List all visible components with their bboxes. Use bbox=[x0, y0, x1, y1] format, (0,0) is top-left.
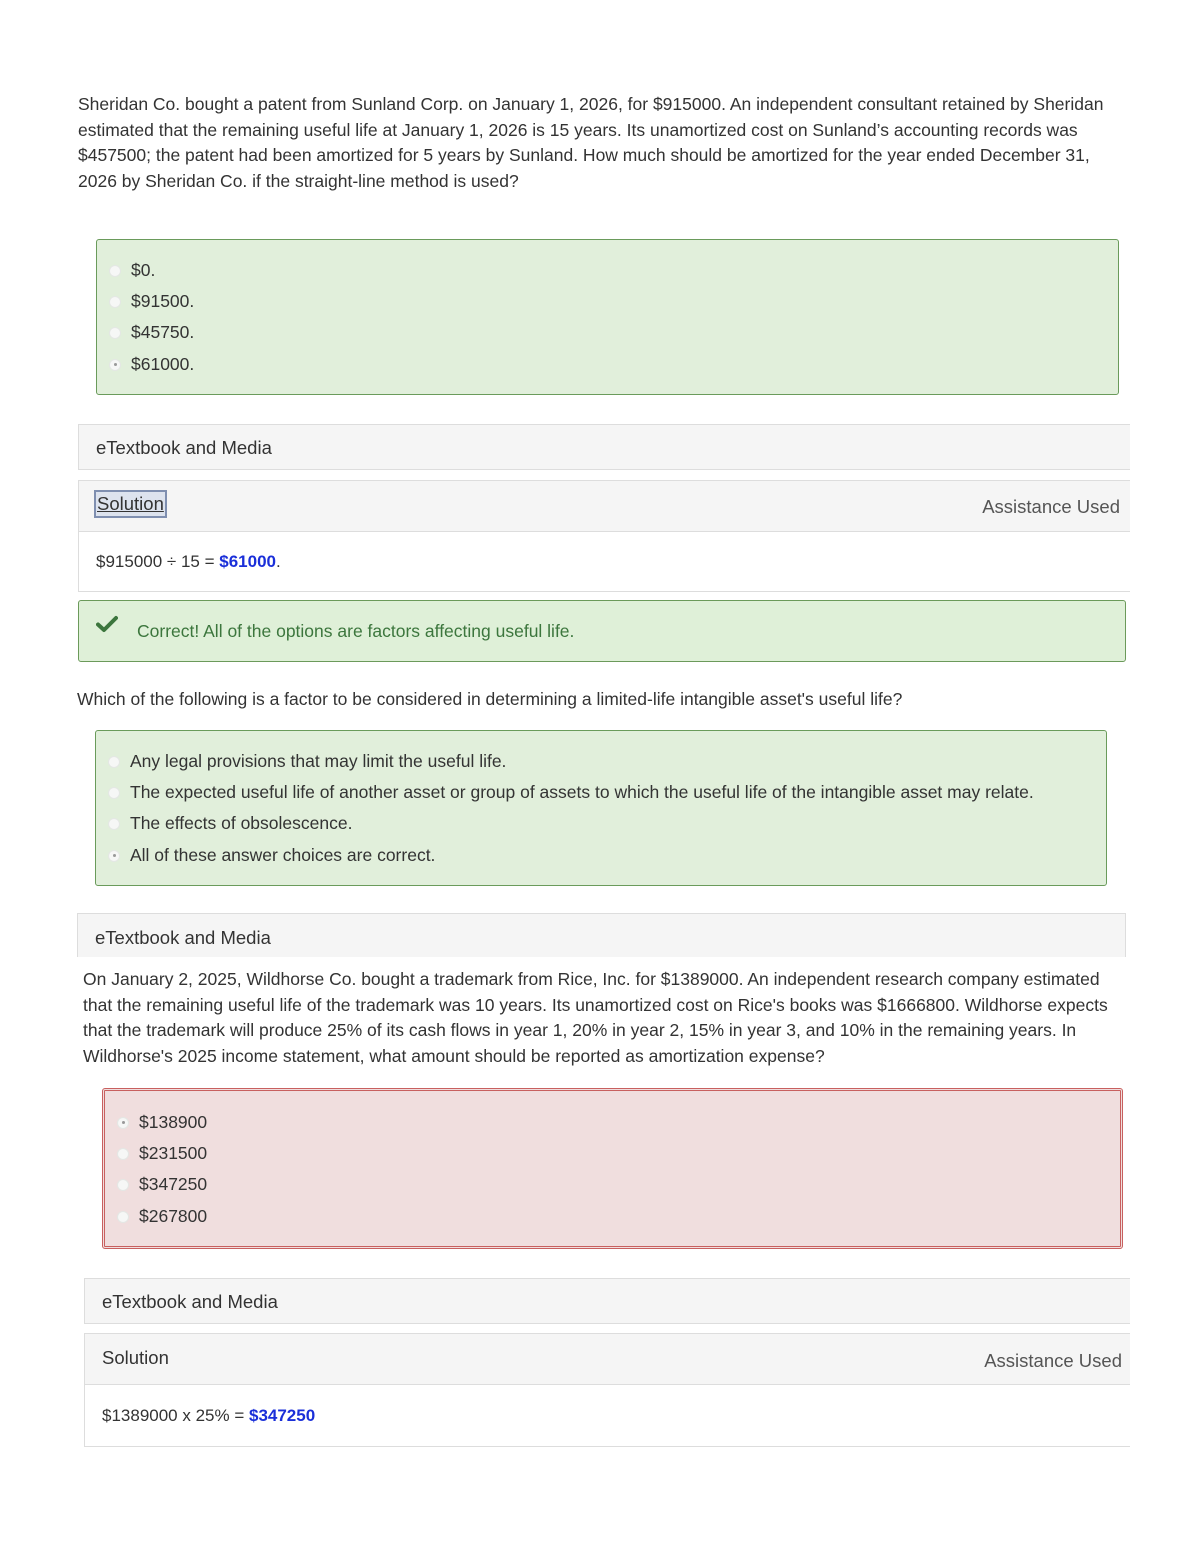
radio-button-icon[interactable] bbox=[109, 327, 121, 339]
option-label: $91500. bbox=[131, 291, 195, 311]
option-label: $61000. bbox=[131, 354, 195, 374]
etextbook-label[interactable]: eTextbook and Media bbox=[96, 437, 272, 458]
assistance-used-label: Assistance Used bbox=[984, 1350, 1122, 1371]
etextbook-panel[interactable] bbox=[78, 424, 1130, 470]
option-label: $45750. bbox=[131, 322, 195, 342]
etextbook-label[interactable]: eTextbook and Media bbox=[95, 927, 271, 948]
option-label: All of these answer choices are correct. bbox=[130, 845, 436, 865]
option-radio-selected[interactable] bbox=[117, 1112, 207, 1133]
radio-button-icon[interactable] bbox=[108, 756, 120, 768]
solution-panel-header bbox=[78, 480, 1130, 532]
solution-calculation bbox=[96, 552, 281, 572]
option-radio[interactable] bbox=[109, 322, 194, 343]
option-radio[interactable] bbox=[117, 1206, 207, 1227]
solution-panel-body bbox=[84, 1385, 1130, 1447]
radio-button-selected-icon[interactable] bbox=[108, 850, 120, 862]
calculation-text: $1389000 x 25% = bbox=[102, 1406, 249, 1425]
option-radio[interactable] bbox=[117, 1143, 207, 1164]
radio-button-icon[interactable] bbox=[109, 265, 121, 277]
solution-panel-body bbox=[78, 532, 1130, 592]
etextbook-panel[interactable] bbox=[77, 913, 1126, 957]
etextbook-panel[interactable] bbox=[84, 1278, 1130, 1324]
radio-button-icon[interactable] bbox=[117, 1179, 129, 1191]
correct-feedback-alert bbox=[78, 600, 1126, 662]
question-3-text: On January 2, 2025, Wildhorse Co. bought a trademark from Rice, Inc. for $1389000. An independent research company estimated that the remaining useful life of the trademark was 10 years. Its unamortized cost on Rice's books was $1666800. Wildhorse expects that the trademark will produce 25% of its cash flows in year 1, 20% in year 2, 15% in year 3, and 10% in the remaining years. In Wildhorse's 2025 income statement, what amount should be reported as amortization expense? bbox=[83, 969, 1108, 1066]
option-label: Any legal provisions that may limit the useful life. bbox=[130, 751, 507, 771]
calculation-suffix: . bbox=[275, 552, 281, 571]
radio-button-icon[interactable] bbox=[117, 1148, 129, 1160]
solution-panel-header bbox=[84, 1333, 1130, 1385]
answer-value: $61000 bbox=[219, 552, 276, 571]
radio-button-selected-icon[interactable] bbox=[109, 359, 121, 371]
option-label: $231500 bbox=[139, 1143, 208, 1163]
option-radio-selected[interactable] bbox=[109, 354, 194, 375]
answer-value: $347250 bbox=[248, 1406, 316, 1425]
option-label: $0. bbox=[131, 260, 156, 280]
question-1-text: Sheridan Co. bought a patent from Sunland Corp. on January 1, 2026, for $915000. An independent consultant retained by Sheridan estimated that the remaining useful life at January 1, 2026 is 15 years. Its unamortized cost on Sunland’s accounting records was $457500; the patent had been amortized for 5 years by Sunland. How much should be amortized for the year ended December 31, 2026 by Sheridan Co. if the straight-line method is used? bbox=[78, 94, 1104, 191]
question-1-choices bbox=[96, 239, 1119, 395]
question-2-text: Which of the following is a factor to be considered in determining a limited-life intangible asset's useful life? bbox=[77, 689, 903, 709]
option-radio[interactable] bbox=[117, 1174, 207, 1195]
radio-button-icon[interactable] bbox=[117, 1211, 129, 1223]
radio-button-icon[interactable] bbox=[108, 787, 120, 799]
option-radio[interactable] bbox=[108, 751, 506, 772]
option-label: The expected useful life of another asset or group of assets to which the useful life of the intangible asset may relate. bbox=[130, 782, 1034, 802]
option-label: The effects of obsolescence. bbox=[130, 813, 353, 833]
solution-label[interactable]: Solution bbox=[102, 1347, 169, 1368]
assistance-used-label: Assistance Used bbox=[982, 496, 1120, 517]
option-label: $347250 bbox=[139, 1174, 208, 1194]
option-radio[interactable] bbox=[108, 782, 1034, 803]
option-label: $267800 bbox=[139, 1206, 208, 1226]
calculation-text: $915000 ÷ 15 = bbox=[96, 552, 220, 571]
option-radio[interactable] bbox=[108, 813, 352, 834]
radio-button-selected-icon[interactable] bbox=[117, 1117, 129, 1129]
solution-button[interactable]: Solution bbox=[94, 490, 167, 518]
option-label: $138900 bbox=[139, 1112, 208, 1132]
option-radio[interactable] bbox=[109, 260, 155, 281]
option-radio-selected[interactable] bbox=[108, 845, 435, 866]
option-radio[interactable] bbox=[109, 291, 194, 312]
solution-calculation bbox=[102, 1406, 315, 1426]
question-2-choices bbox=[95, 730, 1107, 886]
etextbook-label[interactable]: eTextbook and Media bbox=[102, 1291, 278, 1312]
question-3-choices bbox=[102, 1088, 1123, 1249]
radio-button-icon[interactable] bbox=[109, 296, 121, 308]
checkmark-icon bbox=[96, 615, 118, 633]
feedback-text: Correct! All of the options are factors affecting useful life. bbox=[137, 621, 575, 641]
radio-button-icon[interactable] bbox=[108, 818, 120, 830]
